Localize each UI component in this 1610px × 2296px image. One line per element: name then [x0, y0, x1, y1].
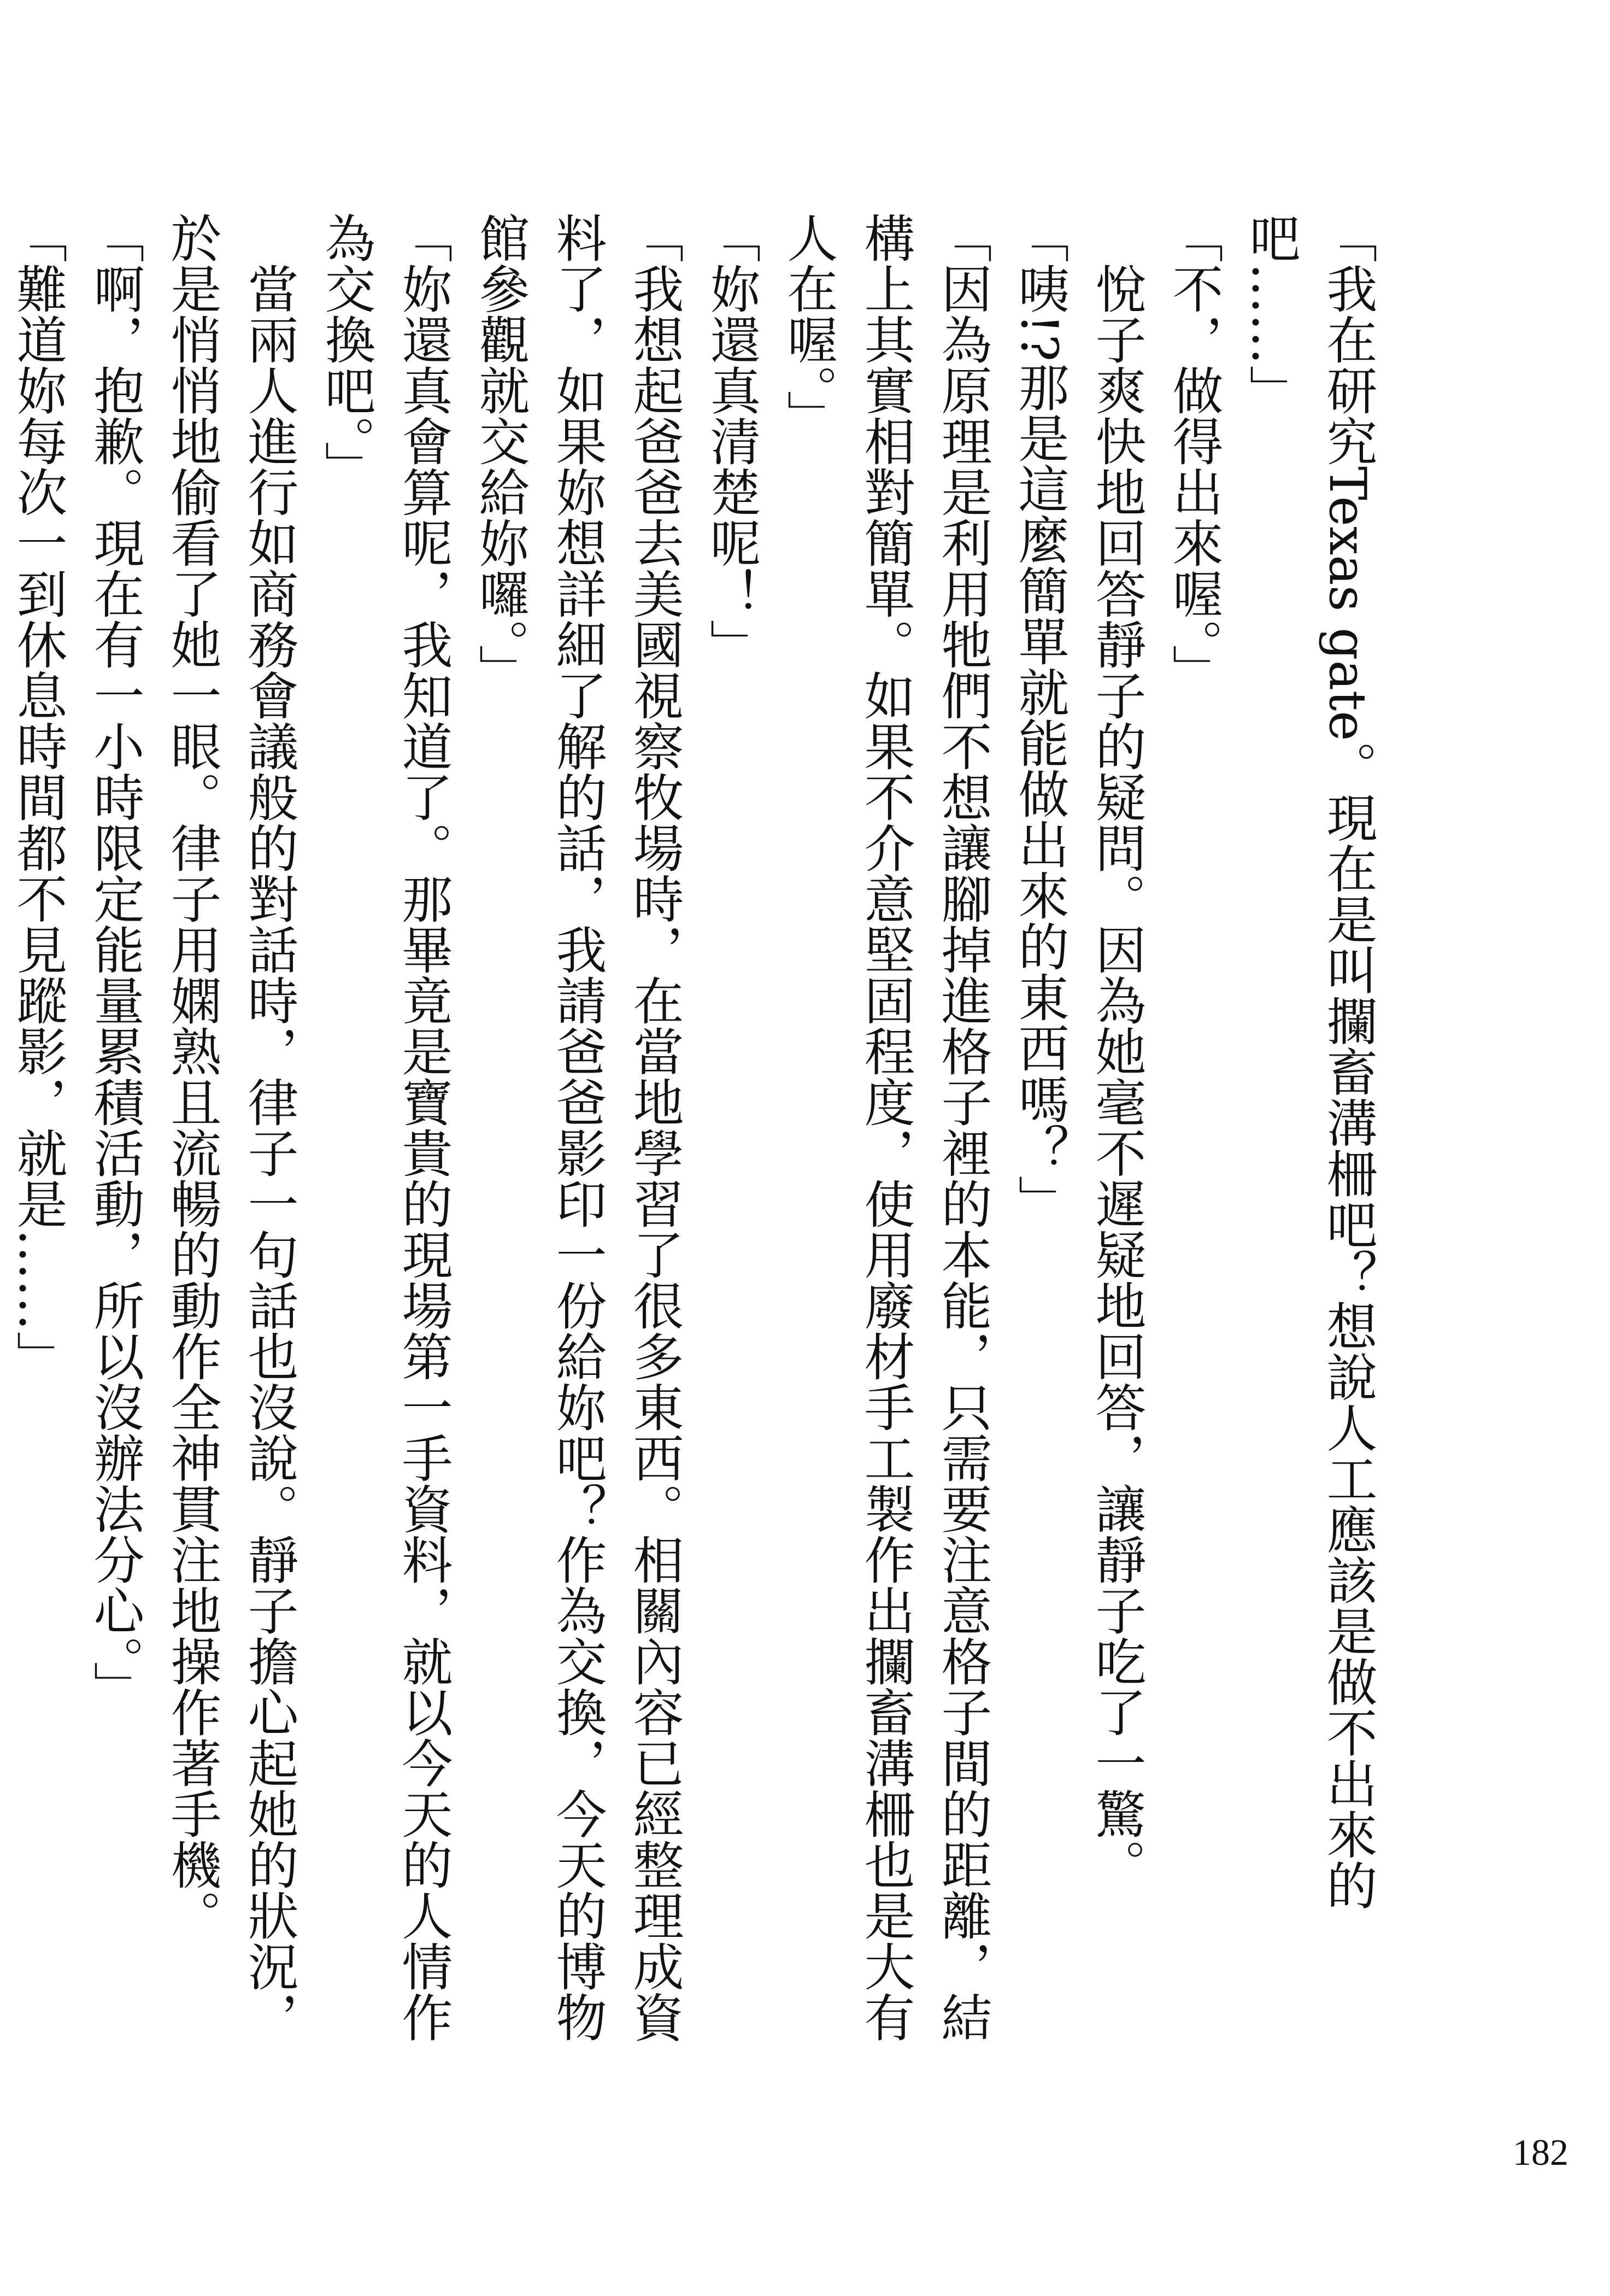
paragraph-dialogue: 「妳還真會算呢，我知道了。那畢竟是寶貴的現場第一手資料，就以今天的人情作為交換吧。」	[316, 212, 453, 2042]
paragraph-dialogue: 「咦!?那是這麼簡單就能做出來的東西嗎？」	[1010, 212, 1069, 1226]
paragraph-dialogue: 「妳還真清楚呢！」	[702, 212, 761, 670]
paragraph-dialogue: 「不，做得出來喔。」	[1164, 212, 1223, 695]
paragraph-dialogue: 「啊，抱歉。現在有一小時限定能量累積活動，所以沒辦法分心。」	[85, 212, 144, 1712]
paragraph-dialogue: 「難道妳每次一到休息時間都不見蹤影，就是……」	[8, 212, 67, 1381]
vertical-text-body	[0, 212, 1386, 2082]
page-number: 182	[1513, 2131, 1568, 2173]
paragraph-dialogue: 「我想起爸爸去美國視察牧場時，在當地學習了很多東西。相關內容已經整理成資料了，如果妳想詳細了解的話，我請爸爸影印一份給妳吧？作為交換，今天的博物館參觀就交給妳囉。」	[471, 212, 684, 2042]
paragraph-narration: 悅子爽快地回答靜子的疑問。因為她毫不遲疑地回答，讓靜子吃了一驚。	[1087, 263, 1146, 1890]
paragraph-dialogue: 「因為原理是利用牠們不想讓腳掉進格子裡的本能，只需要注意格子間的距離，結構上其實相對簡單。如果不介意堅固程度，使用廢材手工製作出攔畜溝柵也是大有人在喔。」	[779, 212, 992, 2042]
paragraph-dialogue: 「我在研究Texas gate。現在是叫攔畜溝柵吧？想說人工應該是做不出來的吧……」	[1241, 212, 1377, 1911]
paragraph-narration: 當兩人進行如商務會議般的對話時，律子一句話也沒說。靜子擔心起她的狀況，於是悄悄地偷看了她一眼。律子用嫻熟且流暢的動作全神貫注地操作著手機。	[162, 212, 298, 2042]
